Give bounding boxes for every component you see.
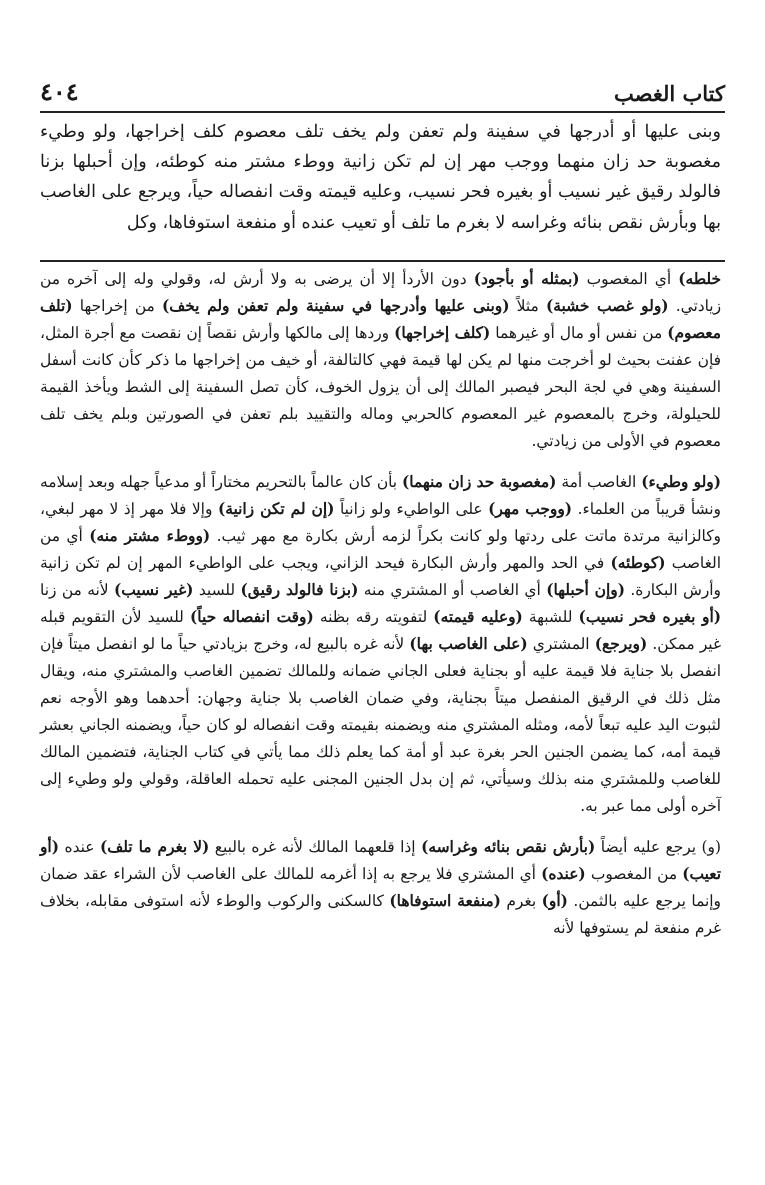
matn-quote: (أو تعيب) [40,838,722,883]
commentary-text: للشبهة [522,608,579,626]
matn-quote: (ولو غصب خشبة) [545,297,669,315]
commentary-text: للسيد [193,581,241,599]
matn-quote: (أو بغيره فحر نسيب) [578,608,721,626]
matn-quote: (كوطئه) [610,554,666,572]
commentary-text: في الحد والمهر وأرش البكارة فيحد الزاني، ويجب على الواطيء المهر إن لم تكن زانية وأرش البكارة. [40,554,721,599]
commentary-text: عنده [59,838,100,856]
commentary-text: من المغصوب [585,865,683,883]
matn-quote: (منفعة استوفاها) [389,892,501,910]
commentary-paragraph-1 [40,266,721,455]
commentary-text: للسيد لأن التقويم قبله غير ممكن. [40,608,721,653]
commentary-text: أي الغاصب أو المشتري منه [358,581,547,599]
page-header [40,74,725,106]
matn-quote: (على الغاصب بها) [409,635,528,653]
matn-quote: (بزنا فالولد رقيق) [240,581,359,599]
commentary-text: مثلاً [509,297,546,315]
matn-quote: (عنده) [541,865,586,883]
commentary [40,266,721,956]
matn-quote: (كلف إخراجها) [394,324,491,342]
commentary-text: دون الأردأ إلا أن يرضى به ولا أرش له، وقولي وله إلى آخره من زيادتي. [40,270,721,315]
matn-quote: (بأرش نقص بنائه وغراسه) [421,838,596,856]
commentary-text: لأنه غره بالبيع له، وخرج بزيادتي حياً ما لو انفصل ميتاً فإن انفصل بلا جناية فلا قيمة عليه أو بجناية فعلى الجاني ضمانه وللمالك تضمين الغاصب والمشتري منه، ويقال مثل ذلك في الرقيق المنفصل ميتاً بجناية، وفي ضمان الغاصب بلا جناية وجهان: أحدهما وهو الأوجه نعم لثبوت اليد عليه تبعاً لأمه، ومثله المشتري منه ويضمنه بقيمته وقت انفصاله لو كان حياً، ويضمنه الجاني بعشر قيمة أمه، كما يضمن الجنين الحر بغرة عبد أو أمة كما يعلم ذلك مما يأتي في كتاب الجناية، فتضمين المالك للغاصب وللمشتري منه بذلك وسيأتي، ثم إن بدل الجنين المجنى عليه تحمله العاقلة، وقولي ولو وطيء إلى آخره أولى مما عبر به. [40,635,721,815]
commentary-text: أي من الغاصب [40,527,722,572]
matn-quote: (وبنى عليها وأدرجها في سفينة ولم تعفن ولم يخف) [161,297,510,315]
commentary-text: لأنه من زنا [40,581,114,599]
commentary-text: وإلا فلا مهر إذ لا مهر لبغي، وكالزانية مرتدة ماتت على ردتها ولو كانت بكراً لزمه أرش بكارة مع مهر ثيب. [40,500,721,545]
commentary-text: من إخراجها [72,297,162,315]
matn-quote: (وعليه قيمته) [433,608,523,626]
matn-quote: (ووطء مشتر منه) [89,527,211,545]
matn-quote: (بمثله أو بأجود) [473,270,580,288]
commentary-text: وردها إلى مالكها وأرش نقصاً إن نقصت مع أجرة المثل، فإن عفنت بحيث لو أخرجت منها لم يكن لها قيمة فهي كالتالفة، أو خيف من إخراجها ما ذكر كأن كانت أسفل السفينة وهي في لجة البحر فيصبر المالك إلى أن يزول الخوف، كأن تصل السفينة إلى الشط ويأخذ القيمة للحيلولة، وخرج بالمعصوم غير المعصوم كالحربي وماله والتقييد بلم تعفن في الصورتين وبلم يخف تلف معصوم في الأولى من زيادتي. [40,324,721,450]
commentary-text: (و) يرجع عليه أيضاً [595,838,721,856]
commentary-text: أي المغصوب [579,270,679,288]
commentary-text: أي المشتري فلا يرجع به إذا أغرمه للمالك على الغاصب لأن الشراء عقد ضمان وإنما يرجع عليه بالثمن. [40,865,721,910]
matn-quote: (غير نسيب) [113,581,194,599]
chapter-title: كتاب الغصب [613,81,725,106]
commentary-text: على الواطيء ولو زانياً [334,500,489,518]
matn-quote: (ووجب مهر) [488,500,573,518]
matn-quote: (ولو وطيء) [641,473,721,491]
commentary-text: بأن كان عالماً بالتحريم مختاراً أو مدعياً جهله وبعد إسلامه ونشأ قريباً من العلماء. [40,473,721,518]
commentary-text: الغاصب أمة [556,473,642,491]
matn-quote: (لا بغرم ما تلف) [100,838,210,856]
matn-quote: (إن لم تكن زانية) [217,500,335,518]
main-text: وبنى عليها أو أدرجها في سفينة ولم تعفن ولم يخف تلف معصوم كلف إخراجها، ولو وطيء مغصوبة حد زان منهما ووجب مهر إن لم تكن زانية ووطء مشتر منه كوطئه، وإن أحبلها بزنا فالولد رقيق غير نسيب أو بغيره فحر نسيب، وعليه قيمته وقت انفصاله حياً، ويرجع على الغاصب بها وبأرش نقص بنائه وغراسه لا بغرم ما تلف أو تعيب عنده أو منفعة استوفاها، وكل [39,122,721,233]
commentary-paragraph-2 [40,469,721,820]
matn-quote: (وقت انفصاله حياً) [189,608,314,626]
commentary-text: المشتري [527,635,595,653]
commentary-paragraph-3 [40,834,721,942]
commentary-divider [40,260,725,262]
matn-quote: (وإن أحبلها) [546,581,625,599]
matn-quote: (ويرجع) [594,635,648,653]
commentary-text: إذا قلعهما المالك لأنه غره بالبيع [209,838,422,856]
matn-quote: (أو) [541,892,568,910]
page-number: ٤٠٤ [40,77,79,106]
commentary-text: من نفس أو مال أو غيرهما [490,324,668,342]
commentary-text: بغرم [500,892,542,910]
matn-quote: خلطه) [678,270,722,288]
commentary-text: كالسكنى والركوب والوطء لأنه استوفى مقابله، بخلاف غرم منفعة لم يستوفها لأنه [40,892,721,937]
header-rule [40,111,725,113]
matn-quote: (مغصوبة حد زان منهما) [402,473,557,491]
matn-quote: (تلف معصوم) [40,297,721,342]
commentary-text: لتفويته رقه بظنه [313,608,434,626]
